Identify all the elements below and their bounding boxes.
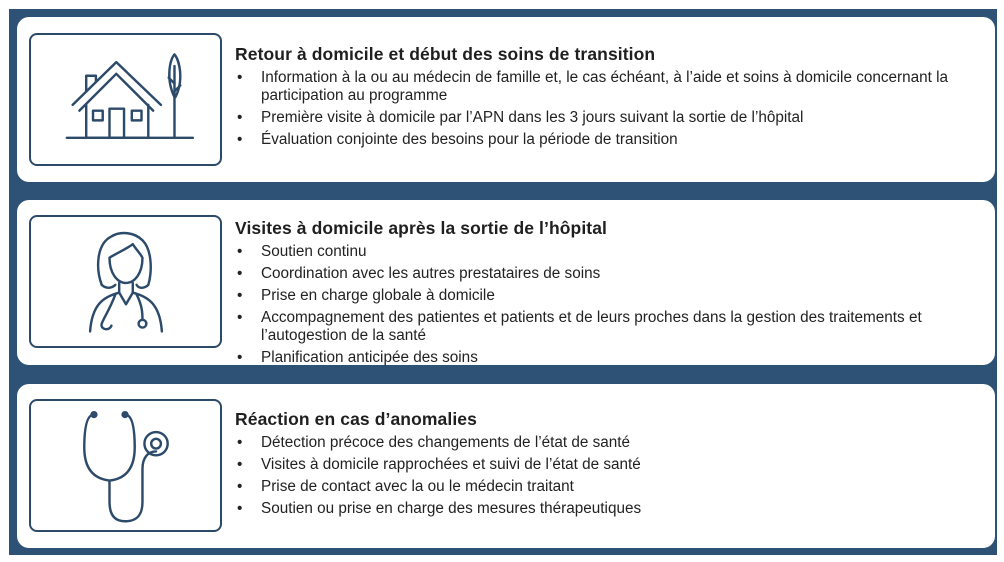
list-item: • Soutien continu xyxy=(235,243,983,261)
list-item: • Accompagnement des patientes et patients et de leurs proches dans la gestion des traitements et l’autogestion de la santé xyxy=(235,309,983,345)
list-item: • Coordination avec les autres prestataires de soins xyxy=(235,265,983,283)
list-item: • Prise en charge globale à domicile xyxy=(235,287,983,305)
section-card-home-visits xyxy=(17,200,995,365)
section-card-return-home xyxy=(17,17,995,182)
list-item: • Soutien ou prise en charge des mesures thérapeutiques xyxy=(235,500,983,518)
icon-box xyxy=(29,215,222,348)
house-tree-icon xyxy=(31,35,220,164)
section-title: Réaction en cas d’anomalies xyxy=(235,409,477,429)
section-card-anomalies xyxy=(17,384,995,548)
stethoscope-icon xyxy=(31,401,220,530)
bullet-list xyxy=(235,69,983,149)
list-item: • Détection précoce des changements de l’état de santé xyxy=(235,434,983,452)
list-item: • Information à la ou au médecin de famille et, le cas échéant, à l’aide et soins à domicile concernant la participation au programme xyxy=(235,69,983,105)
nurse-icon xyxy=(31,217,220,346)
section-title: Retour à domicile et début des soins de transition xyxy=(235,44,656,64)
icon-box xyxy=(29,399,222,532)
diagram-frame xyxy=(9,9,997,555)
icon-box xyxy=(29,33,222,166)
list-item: • Planification anticipée des soins xyxy=(235,349,983,367)
list-item: • Évaluation conjointe des besoins pour la période de transition xyxy=(235,131,983,149)
bullet-list xyxy=(235,243,983,367)
bullet-list xyxy=(235,434,983,518)
list-item: • Prise de contact avec la ou le médecin traitant xyxy=(235,478,983,496)
list-item: • Première visite à domicile par l’APN dans les 3 jours suivant la sortie de l’hôpital xyxy=(235,109,983,127)
list-item: • Visites à domicile rapprochées et suivi de l’état de santé xyxy=(235,456,983,474)
section-title: Visites à domicile après la sortie de l’hôpital xyxy=(235,218,608,238)
